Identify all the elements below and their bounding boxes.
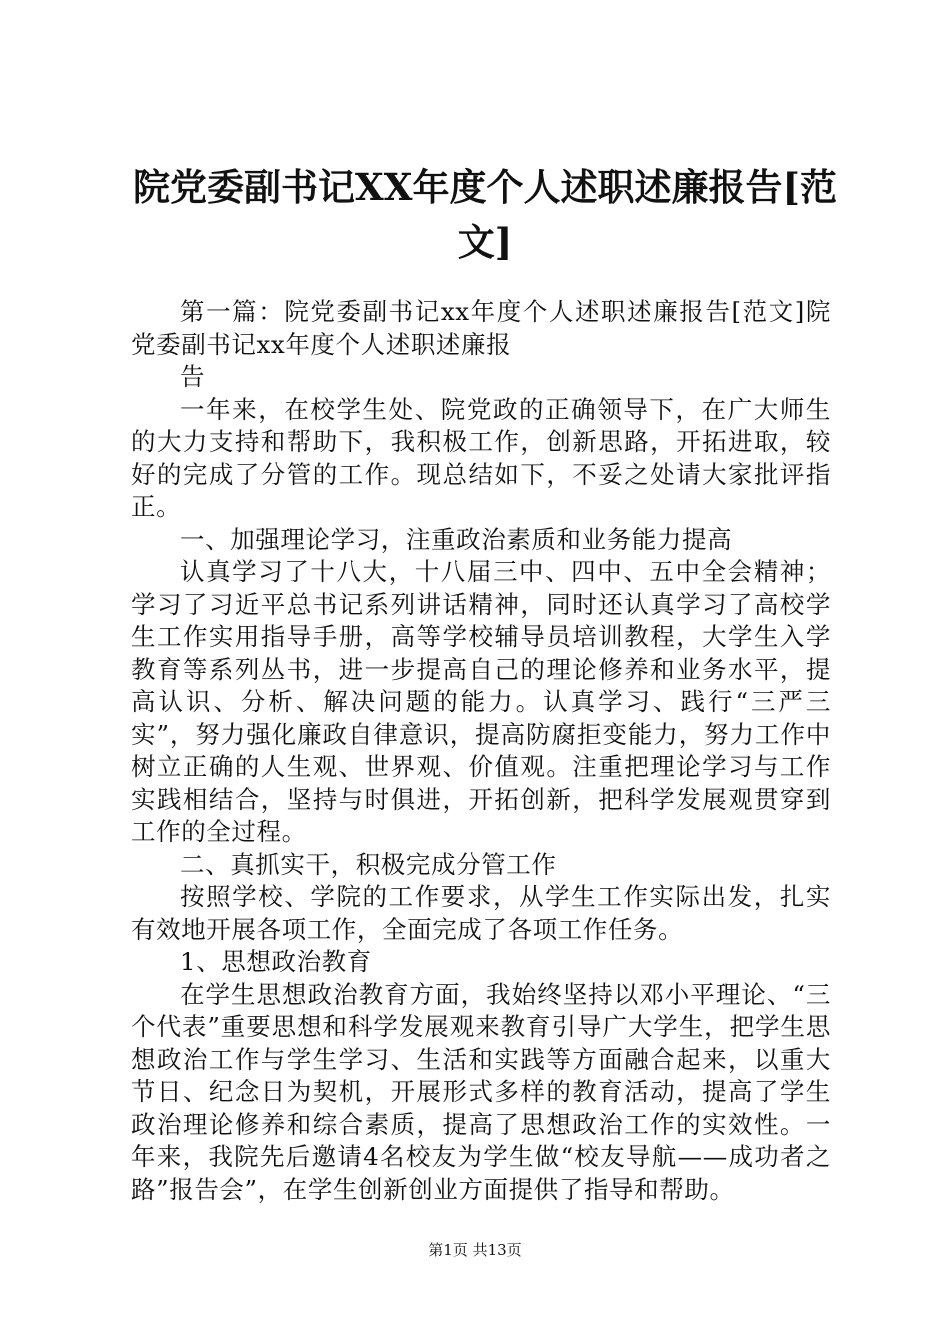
paragraph-heading-continuation: 告 bbox=[180, 362, 206, 391]
paragraph-section-1: 认真学习了十八大，十八届三中、四中、五中全会精神；学习了习近平总书记系列讲话精神，同时还认真学习了高校学生工作实用指导手册，高等学校辅导员培训教程，大学生入学教育等系列丛书，进一步提高自己的理论修养和业务水平，提高认识、分析、解决问题的能力。认真学习、践行“三严三实”，努力强化廉政自律意识，提高防腐拒变能力，努力工作中树立正确的人生观、世界观、价值观。注重把理论学习与工作实践相结合，坚持与时俱进，开拓创新，把科学发展观贯穿到工作的全过程。 bbox=[131, 557, 831, 846]
section-heading-2: 二、真抓实干，积极完成分管工作 bbox=[180, 849, 557, 879]
page-number-footer: 第1页 共13页 bbox=[428, 1241, 522, 1259]
document-body bbox=[131, 296, 831, 1206]
section-heading-1: 一、加强理论学习，注重政治素质和业务能力提高 bbox=[180, 524, 733, 554]
subsection-heading-1: 1、思想政治教育 bbox=[180, 947, 372, 976]
paragraph-intro: 一年来，在校学生处、院党政的正确领导下，在广大师生的大力支持和帮助下，我积极工作，创新思路，开拓进取，较好的完成了分管的工作。现总结如下，不妥之处请大家批评指正。 bbox=[131, 394, 831, 521]
paragraph-subsection-1: 在学生思想政治教育方面，我始终坚持以邓小平理论、“三个代表”重要思想和科学发展观来教育引导广大学生，把学生思想政治工作与学生学习、生活和实践等方面融合起来，以重大节日、纪念日为契机，开展形式多样的教育活动，提高了学生政治理论修养和综合素质，提高了思想政治工作的实效性。一年来，我院先后邀请4名校友为学生做“校友导航——成功者之路”报告会”，在学生创新创业方面提供了指导和帮助。 bbox=[131, 979, 831, 1204]
paragraph-section-2: 按照学校、学院的工作要求，从学生工作实际出发，扎实有效地开展各项工作，全面完成了各项工作任务。 bbox=[131, 882, 831, 944]
paragraph-heading-first-part: 第一篇：院党委副书记xx年度个人述职述廉报告[范文]院党委副书记xx年度个人述职述廉报 bbox=[131, 297, 831, 359]
document-title: 院党委副书记XX年度个人述职述廉报告[范文] bbox=[133, 165, 837, 264]
